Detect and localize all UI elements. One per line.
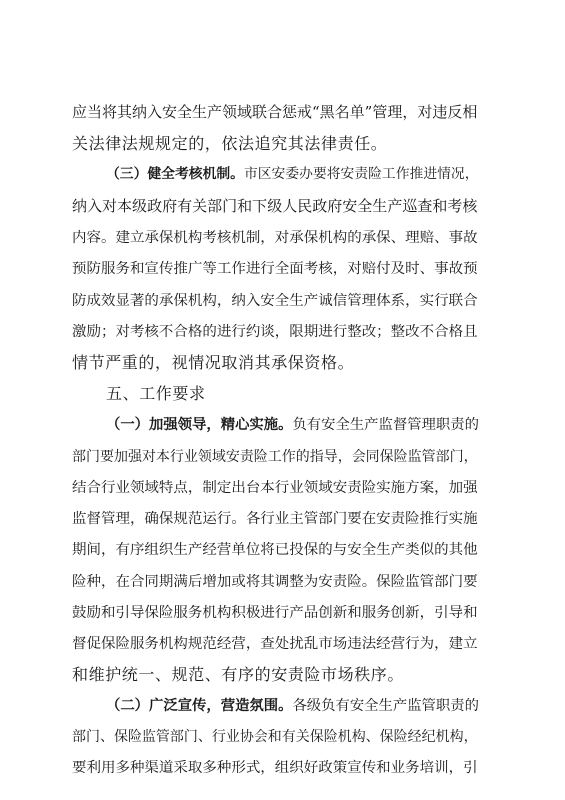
text-segment: 险种，在合同期满后增加或将其调整为安责险。保险监管部门要 [72,574,478,590]
body-line [0,225,565,251]
text-segment: 和维护统一、规范、有序的安责险市场秩序。 [72,665,405,684]
section-heading-line [0,693,565,719]
chapter-heading-line [0,381,565,407]
text-segment: 结合行业领域特点，制定出台本行业领域安责险实施方案，加强 [72,480,478,496]
text-segment: 各级负有安全生产监管职责的 [292,698,479,714]
text-segment: 关法律法规规定的，依法追究其法律责任。 [72,134,388,153]
body-line [0,350,565,376]
chapter-heading: 五、工作要求 [106,384,206,403]
body-line [0,256,565,282]
text-segment: 应当将其纳入安全生产领域联合惩戒“黑名单”管理，对违反相 [72,103,478,121]
section-heading-line [0,161,565,187]
text-segment: 要利用多种渠道采取多种形式，组织好政策宣传和业务培训，引 [72,760,478,776]
text-segment: 内容。建立承保机构考核机制，对承保机构的承保、理赔、事故 [72,230,478,246]
body-line [0,631,565,657]
body-line [0,506,565,532]
text-segment: 预防服务和宣传推广等工作进行全面考核，对赔付及时、事故预 [72,261,478,277]
text-segment: 市区安委办要将安责险工作推进情况， [243,166,479,182]
text-segment: 部门、保险监管部门、行业协会和有关保险机构、保险经纪机构， [72,729,478,745]
text-segment: 情节严重的，视情况取消其承保资格。 [72,353,355,372]
section-heading: （一）加强领导，精心实施。 [106,417,293,433]
body-line [0,193,565,219]
text-segment: 防成效显著的承保机构，纳入安全生产诚信管理体系，实行联合 [72,293,478,309]
text-segment: 督促保险服务机构规范经营，查处扰乱市场违法经营行为，建立 [72,636,478,652]
body-line [0,569,565,595]
text-segment: 纳入对本级政府有关部门和下级人民政府安全生产巡查和考核 [72,197,478,215]
body-line [0,662,565,688]
body-line [0,537,565,563]
body-line [0,755,565,781]
text-segment: 部门要加强对本行业领域安责险工作的指导，会同保险监管部门， [72,449,478,465]
section-heading: （二）广泛宣传，营造氛围。 [106,698,293,714]
section-heading-line [0,412,565,438]
text-segment: 期间，有序组织生产经营单位将已投保的与安全生产类似的其他 [72,542,478,558]
body-line [0,319,565,345]
body-line [0,475,565,501]
section-heading: （三）健全考核机制。 [106,166,244,182]
text-segment: 激励；对考核不合格的进行约谈，限期进行整改；整改不合格且 [72,324,478,340]
body-line [0,444,565,470]
text-segment: 监督管理，确保规范运行。各行业主管部门要在安责险推行实施 [72,511,478,527]
body-line [0,288,565,314]
body-line [0,600,565,626]
body-line [0,131,565,157]
text-segment: 鼓励和引导保险服务机构积极进行产品创新和服务创新，引导和 [72,605,478,621]
body-line [0,724,565,750]
text-segment: 负有安全生产监督管理职责的 [292,417,479,433]
body-line [0,99,565,125]
